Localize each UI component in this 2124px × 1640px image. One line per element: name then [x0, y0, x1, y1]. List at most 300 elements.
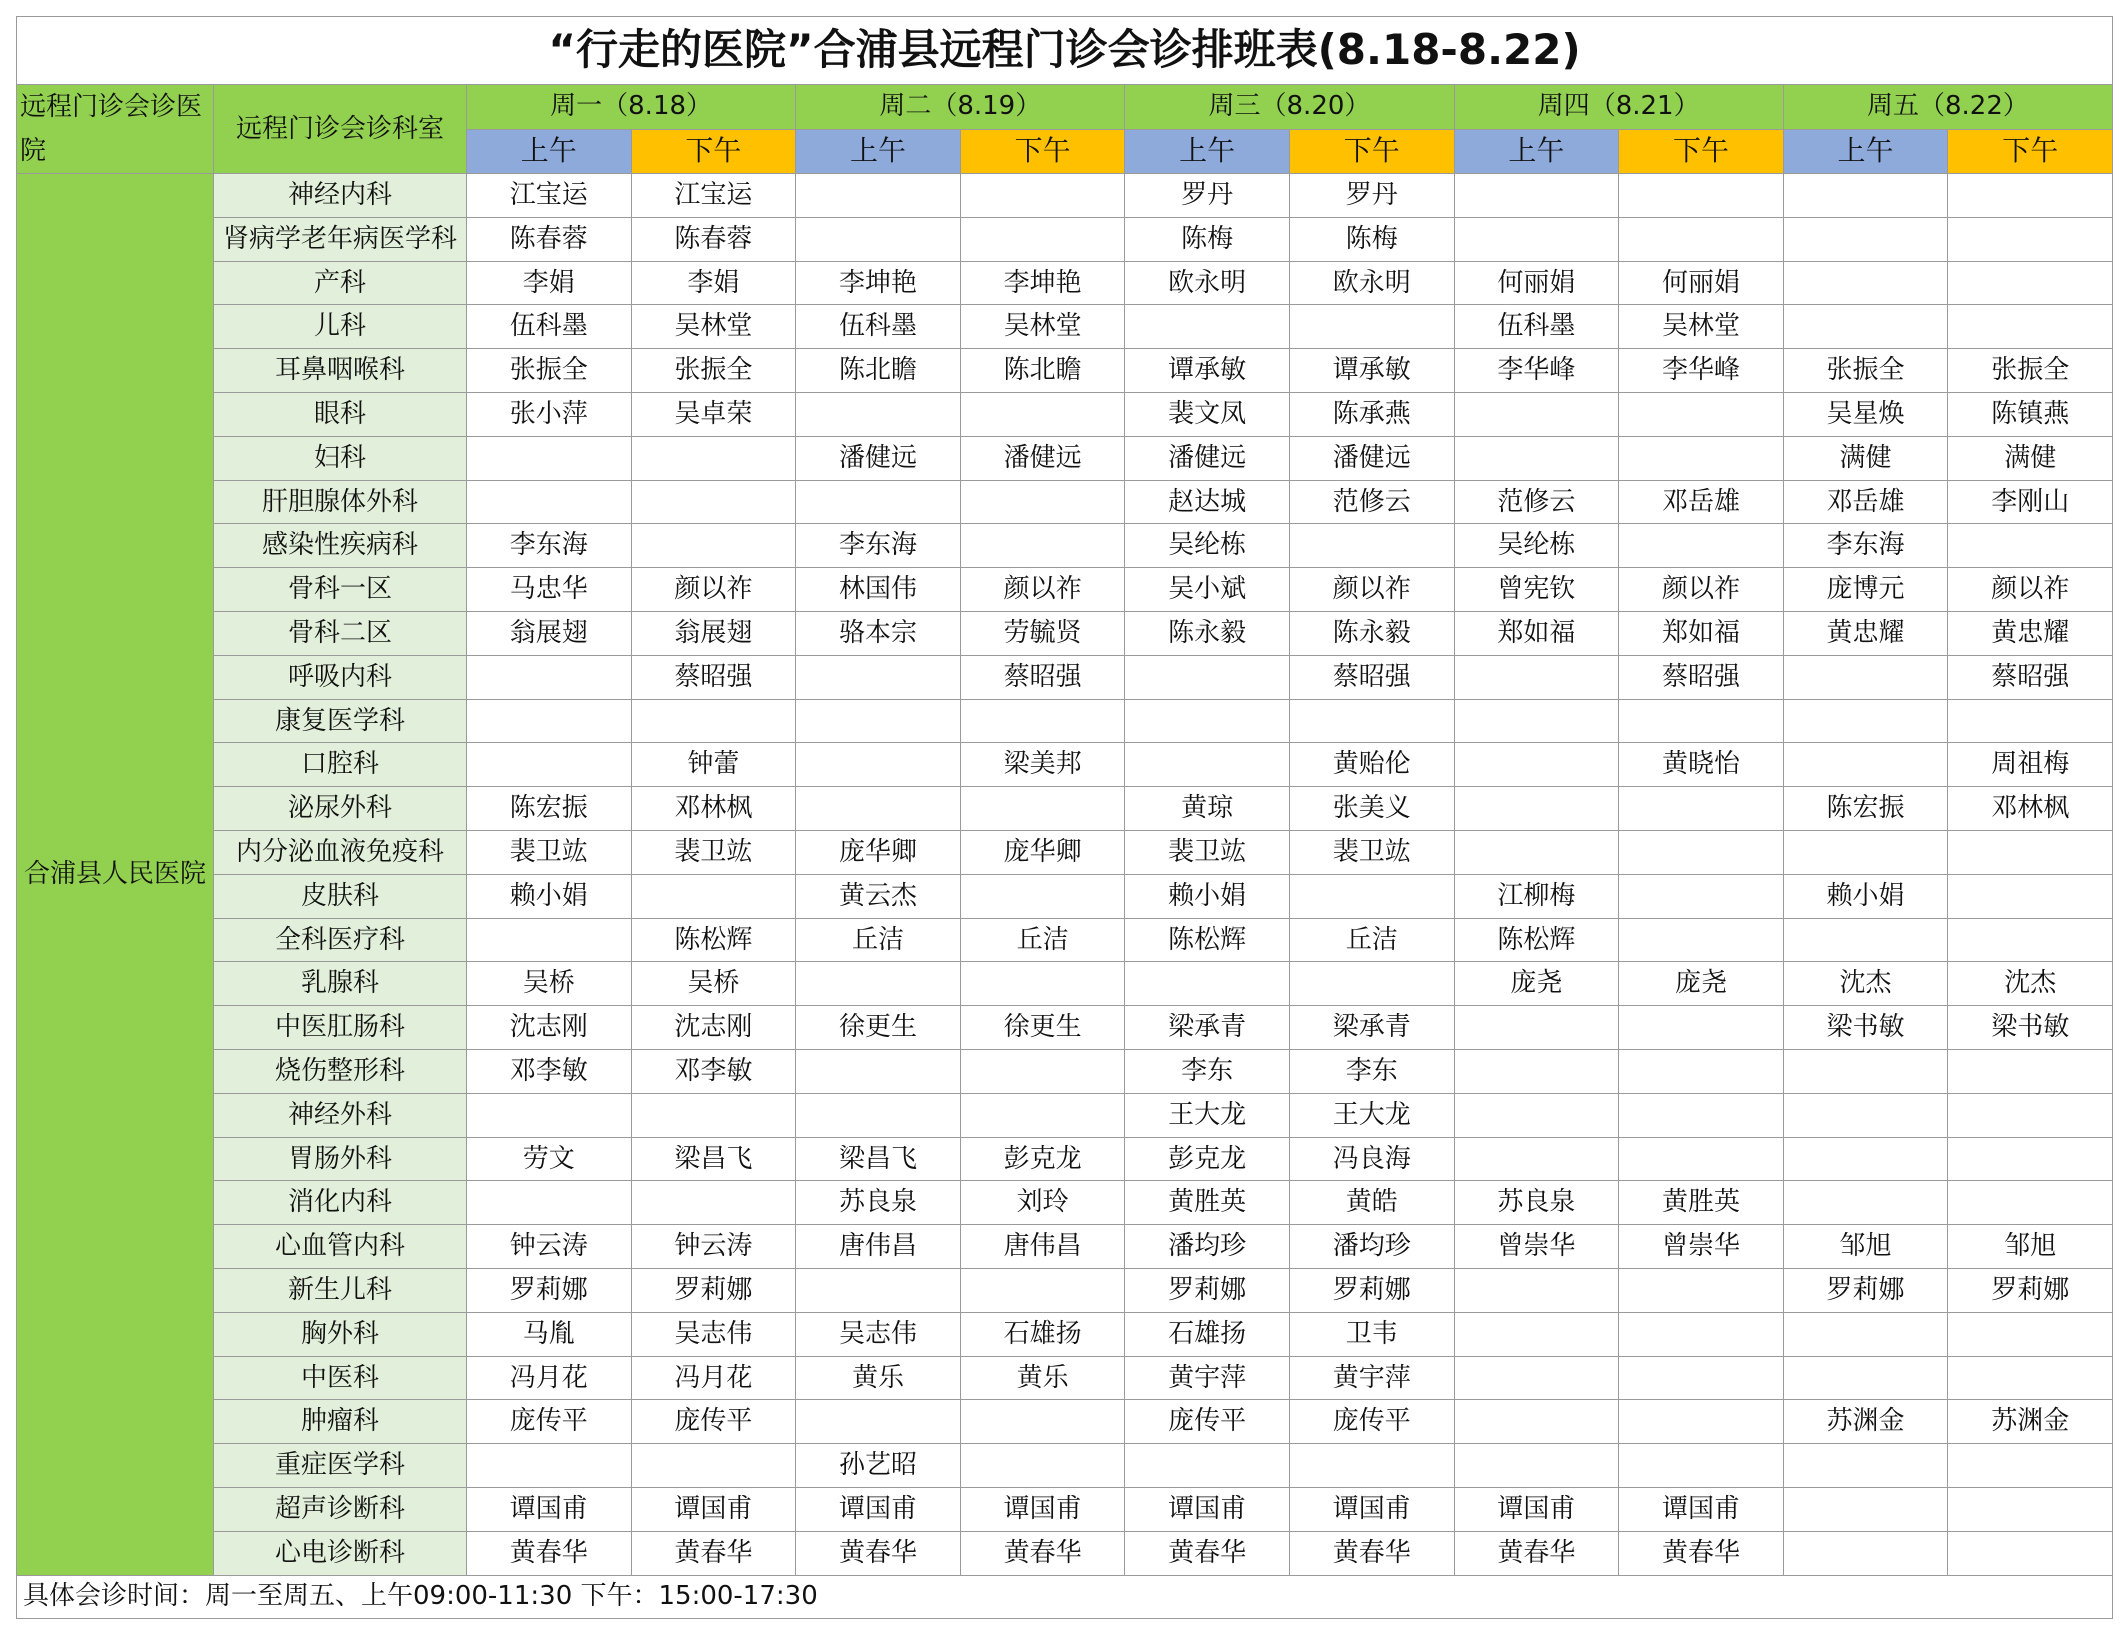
schedule-cell [960, 1444, 1125, 1488]
schedule-cell: 潘健远 [1125, 436, 1290, 480]
schedule-cell [1783, 1487, 1948, 1531]
schedule-cell: 李坤艳 [796, 261, 961, 305]
schedule-cell: 唐伟昌 [960, 1225, 1125, 1269]
schedule-cell [960, 962, 1125, 1006]
day-header-fri: 周五（8.22） [1783, 85, 2112, 130]
schedule-cell: 颜以祚 [1619, 568, 1784, 612]
dept-cell: 感染性疾病科 [214, 524, 467, 568]
schedule-cell: 曾宪钦 [1454, 568, 1619, 612]
schedule-cell [960, 699, 1125, 743]
am-header: 上午 [796, 129, 961, 174]
schedule-cell: 伍科墨 [467, 305, 632, 349]
table-row [17, 480, 2113, 524]
schedule-cell [1454, 174, 1619, 218]
schedule-cell [467, 699, 632, 743]
schedule-cell: 丘洁 [960, 918, 1125, 962]
table-row [17, 261, 2113, 305]
schedule-cell: 孙艺昭 [796, 1444, 961, 1488]
schedule-cell: 苏渊金 [1948, 1400, 2113, 1444]
schedule-cell: 何丽娟 [1454, 261, 1619, 305]
schedule-cell: 黄春华 [960, 1531, 1125, 1575]
schedule-cell: 刘玲 [960, 1181, 1125, 1225]
schedule-cell: 赖小娟 [467, 874, 632, 918]
schedule-cell: 石雄扬 [960, 1312, 1125, 1356]
pm-header: 下午 [1289, 129, 1454, 174]
day-header-tue: 周二（8.19） [796, 85, 1125, 130]
schedule-cell [631, 1181, 796, 1225]
schedule-cell: 蔡昭强 [631, 655, 796, 699]
schedule-cell: 郑如福 [1619, 611, 1784, 655]
schedule-cell [1454, 1093, 1619, 1137]
schedule-cell: 吴小斌 [1125, 568, 1290, 612]
dept-cell: 泌尿外科 [214, 787, 467, 831]
table-row [17, 1356, 2113, 1400]
schedule-cell [1948, 1312, 2113, 1356]
schedule-cell [1454, 699, 1619, 743]
schedule-cell: 裴卫竑 [1289, 830, 1454, 874]
schedule-cell: 陈镇燕 [1948, 392, 2113, 436]
schedule-cell: 黄皓 [1289, 1181, 1454, 1225]
day-header-mon: 周一（8.18） [467, 85, 796, 130]
schedule-cell: 黄春华 [631, 1531, 796, 1575]
schedule-cell: 张小萍 [467, 392, 632, 436]
schedule-cell [796, 1049, 961, 1093]
schedule-cell: 张振全 [1783, 349, 1948, 393]
schedule-cell [1454, 1312, 1619, 1356]
table-row [17, 1225, 2113, 1269]
schedule-cell: 李华峰 [1454, 349, 1619, 393]
schedule-cell [1619, 918, 1784, 962]
schedule-cell: 裴卫竑 [631, 830, 796, 874]
dept-cell: 内分泌血液免疫科 [214, 830, 467, 874]
schedule-cell [1454, 743, 1619, 787]
am-header: 上午 [1454, 129, 1619, 174]
schedule-cell [1125, 1444, 1290, 1488]
table-row [17, 1006, 2113, 1050]
schedule-cell [1289, 699, 1454, 743]
schedule-cell: 李东 [1125, 1049, 1290, 1093]
dept-cell: 心电诊断科 [214, 1531, 467, 1575]
schedule-cell [1454, 1268, 1619, 1312]
schedule-cell [1783, 699, 1948, 743]
schedule-cell [1948, 217, 2113, 261]
schedule-cell: 彭克龙 [1125, 1137, 1290, 1181]
schedule-cell: 谭国甫 [467, 1487, 632, 1531]
schedule-cell: 周祖梅 [1948, 743, 2113, 787]
schedule-cell [467, 918, 632, 962]
schedule-cell [1619, 874, 1784, 918]
schedule-cell: 陈承燕 [1289, 392, 1454, 436]
schedule-cell: 徐更生 [796, 1006, 961, 1050]
dept-cell: 胸外科 [214, 1312, 467, 1356]
schedule-cell: 蔡昭强 [1289, 655, 1454, 699]
schedule-cell [1948, 1531, 2113, 1575]
schedule-cell: 黄春华 [467, 1531, 632, 1575]
schedule-cell: 满健 [1783, 436, 1948, 480]
schedule-cell: 吴志伟 [631, 1312, 796, 1356]
schedule-cell [1454, 1049, 1619, 1093]
schedule-cell [1289, 962, 1454, 1006]
schedule-cell [467, 436, 632, 480]
schedule-cell: 庞传平 [1289, 1400, 1454, 1444]
schedule-cell [1125, 962, 1290, 1006]
schedule-cell: 满健 [1948, 436, 2113, 480]
schedule-cell: 黄贻伦 [1289, 743, 1454, 787]
dept-cell: 肾病学老年病医学科 [214, 217, 467, 261]
table-row [17, 787, 2113, 831]
schedule-cell: 蔡昭强 [1948, 655, 2113, 699]
schedule-cell [1125, 743, 1290, 787]
schedule-cell: 江宝运 [467, 174, 632, 218]
schedule-cell: 何丽娟 [1619, 261, 1784, 305]
schedule-cell: 吴纶栋 [1454, 524, 1619, 568]
schedule-cell: 邹旭 [1783, 1225, 1948, 1269]
schedule-cell [1619, 1444, 1784, 1488]
schedule-cell: 欧永明 [1125, 261, 1290, 305]
dept-cell: 妇科 [214, 436, 467, 480]
dept-cell: 眼科 [214, 392, 467, 436]
consultation-hours-note: 具体会诊时间：周一至周五、上午09:00-11:30 下午：15:00-17:30 [17, 1575, 2113, 1618]
table-row [17, 1400, 2113, 1444]
schedule-cell: 李东海 [467, 524, 632, 568]
schedule-cell: 梁昌飞 [631, 1137, 796, 1181]
schedule-cell: 马忠华 [467, 568, 632, 612]
schedule-cell [1619, 436, 1784, 480]
table-row [17, 1181, 2113, 1225]
schedule-cell: 陈永毅 [1125, 611, 1290, 655]
schedule-cell [1125, 305, 1290, 349]
dept-cell: 中医科 [214, 1356, 467, 1400]
schedule-cell [1783, 1093, 1948, 1137]
schedule-cell [1619, 1137, 1784, 1181]
dept-cell: 口腔科 [214, 743, 467, 787]
schedule-cell: 冯月花 [631, 1356, 796, 1400]
schedule-cell: 邓林枫 [631, 787, 796, 831]
schedule-cell [796, 655, 961, 699]
schedule-cell [1783, 1049, 1948, 1093]
schedule-cell: 唐伟昌 [796, 1225, 961, 1269]
schedule-cell: 罗莉娜 [467, 1268, 632, 1312]
schedule-cell [1783, 1181, 1948, 1225]
schedule-cell [1783, 174, 1948, 218]
schedule-cell: 吴林堂 [1619, 305, 1784, 349]
schedule-cell [631, 874, 796, 918]
schedule-cell: 陈宏振 [467, 787, 632, 831]
schedule-cell [796, 174, 961, 218]
table-row [17, 217, 2113, 261]
hospital-name-cell: 合浦县人民医院 [17, 174, 214, 1576]
schedule-cell [1948, 1137, 2113, 1181]
schedule-cell: 谭国甫 [1289, 1487, 1454, 1531]
schedule-cell: 钟云涛 [631, 1225, 796, 1269]
schedule-cell: 彭克龙 [960, 1137, 1125, 1181]
schedule-cell: 梁书敏 [1948, 1006, 2113, 1050]
schedule-cell: 黄云杰 [796, 874, 961, 918]
schedule-cell: 李东海 [1783, 524, 1948, 568]
schedule-cell [1948, 918, 2113, 962]
schedule-cell: 李东海 [796, 524, 961, 568]
table-row [17, 1268, 2113, 1312]
schedule-cell: 李华峰 [1619, 349, 1784, 393]
schedule-cell [960, 1400, 1125, 1444]
schedule-cell [467, 743, 632, 787]
schedule-cell: 张振全 [1948, 349, 2113, 393]
schedule-cell [1454, 787, 1619, 831]
schedule-cell: 李东 [1289, 1049, 1454, 1093]
schedule-cell [467, 1181, 632, 1225]
schedule-cell [1454, 655, 1619, 699]
schedule-cell: 黄乐 [960, 1356, 1125, 1400]
schedule-cell [1125, 699, 1290, 743]
table-row [17, 305, 2113, 349]
schedule-cell: 陈宏振 [1783, 787, 1948, 831]
schedule-cell: 沈志刚 [467, 1006, 632, 1050]
schedule-cell [1289, 524, 1454, 568]
schedule-cell: 罗莉娜 [1289, 1268, 1454, 1312]
schedule-cell: 张振全 [631, 349, 796, 393]
schedule-cell: 李刚山 [1948, 480, 2113, 524]
schedule-cell: 庞华卿 [796, 830, 961, 874]
schedule-cell: 邓岳雄 [1619, 480, 1784, 524]
schedule-cell: 马胤 [467, 1312, 632, 1356]
schedule-cell: 陈北瞻 [796, 349, 961, 393]
schedule-cell: 颜以祚 [1948, 568, 2113, 612]
schedule-cell: 劳文 [467, 1137, 632, 1181]
dept-cell: 儿科 [214, 305, 467, 349]
schedule-cell [796, 217, 961, 261]
schedule-cell: 庞传平 [467, 1400, 632, 1444]
schedule-cell: 吴星焕 [1783, 392, 1948, 436]
schedule-cell: 陈永毅 [1289, 611, 1454, 655]
schedule-cell [1619, 174, 1784, 218]
table-row [17, 436, 2113, 480]
schedule-cell [1454, 436, 1619, 480]
schedule-cell: 赖小娟 [1125, 874, 1290, 918]
table-row [17, 568, 2113, 612]
schedule-cell [1619, 217, 1784, 261]
schedule-cell: 冯月花 [467, 1356, 632, 1400]
schedule-cell: 张振全 [467, 349, 632, 393]
schedule-cell [631, 1444, 796, 1488]
dept-cell: 肝胆腺体外科 [214, 480, 467, 524]
schedule-cell: 邹旭 [1948, 1225, 2113, 1269]
table-row [17, 1049, 2113, 1093]
schedule-cell: 邓林枫 [1948, 787, 2113, 831]
schedule-cell: 伍科墨 [796, 305, 961, 349]
schedule-cell [1454, 1400, 1619, 1444]
schedule-cell [1783, 1356, 1948, 1400]
schedule-cell: 裴文凤 [1125, 392, 1290, 436]
schedule-cell [1783, 743, 1948, 787]
schedule-cell: 潘健远 [796, 436, 961, 480]
schedule-cell [1948, 830, 2113, 874]
schedule-cell: 罗莉娜 [1125, 1268, 1290, 1312]
schedule-cell [1948, 261, 2113, 305]
schedule-cell [1948, 1093, 2113, 1137]
schedule-cell: 邓李敏 [467, 1049, 632, 1093]
schedule-cell: 邓李敏 [631, 1049, 796, 1093]
schedule-cell: 李坤艳 [960, 261, 1125, 305]
schedule-cell: 黄乐 [796, 1356, 961, 1400]
schedule-cell [796, 392, 961, 436]
schedule-cell: 陈松辉 [1125, 918, 1290, 962]
schedule-cell: 丘洁 [796, 918, 961, 962]
schedule-cell [1619, 1400, 1784, 1444]
schedule-cell: 梁昌飞 [796, 1137, 961, 1181]
schedule-cell: 沈志刚 [631, 1006, 796, 1050]
schedule-cell [1783, 261, 1948, 305]
schedule-cell: 陈北瞻 [960, 349, 1125, 393]
schedule-cell [1619, 1093, 1784, 1137]
schedule-cell [1948, 1181, 2113, 1225]
schedule-cell: 梁承青 [1289, 1006, 1454, 1050]
schedule-table [16, 16, 2113, 1619]
schedule-cell: 潘健远 [960, 436, 1125, 480]
schedule-cell: 谭国甫 [1125, 1487, 1290, 1531]
schedule-cell [467, 1093, 632, 1137]
schedule-cell [796, 787, 961, 831]
schedule-cell [1619, 1049, 1784, 1093]
dept-cell: 骨科二区 [214, 611, 467, 655]
schedule-cell [1783, 830, 1948, 874]
am-header: 上午 [1125, 129, 1290, 174]
schedule-cell: 黄胜英 [1125, 1181, 1290, 1225]
schedule-cell [1289, 1444, 1454, 1488]
schedule-cell: 罗莉娜 [631, 1268, 796, 1312]
department-column-header: 远程门诊会诊科室 [214, 85, 467, 174]
schedule-cell: 丘洁 [1289, 918, 1454, 962]
schedule-cell: 欧永明 [1289, 261, 1454, 305]
page-title: “行走的医院”合浦县远程门诊会诊排班表(8.18-8.22) [17, 17, 2113, 85]
schedule-cell: 范修云 [1454, 480, 1619, 524]
schedule-cell [1289, 305, 1454, 349]
schedule-cell: 翁展翅 [631, 611, 796, 655]
schedule-cell: 王大龙 [1289, 1093, 1454, 1137]
schedule-cell: 陈春蓉 [467, 217, 632, 261]
schedule-cell: 庞华卿 [960, 830, 1125, 874]
schedule-cell: 冯良海 [1289, 1137, 1454, 1181]
schedule-cell [960, 174, 1125, 218]
schedule-cell: 颜以祚 [631, 568, 796, 612]
pm-header: 下午 [1948, 129, 2113, 174]
dept-cell: 皮肤科 [214, 874, 467, 918]
schedule-cell [1948, 1444, 2113, 1488]
dept-cell: 胃肠外科 [214, 1137, 467, 1181]
table-row [17, 1312, 2113, 1356]
schedule-cell [1783, 1444, 1948, 1488]
dept-cell: 烧伤整形科 [214, 1049, 467, 1093]
schedule-cell: 陈梅 [1289, 217, 1454, 261]
schedule-cell: 蔡昭强 [960, 655, 1125, 699]
schedule-cell [1619, 699, 1784, 743]
schedule-cell [1454, 1444, 1619, 1488]
schedule-cell [960, 1049, 1125, 1093]
dept-cell: 心血管内科 [214, 1225, 467, 1269]
am-header: 上午 [1783, 129, 1948, 174]
dept-cell: 重症医学科 [214, 1444, 467, 1488]
schedule-cell [1619, 392, 1784, 436]
schedule-cell: 黄忠耀 [1783, 611, 1948, 655]
schedule-cell: 黄琼 [1125, 787, 1290, 831]
pm-header: 下午 [631, 129, 796, 174]
schedule-cell [1948, 699, 2113, 743]
schedule-cell: 曾崇华 [1454, 1225, 1619, 1269]
schedule-cell [1783, 1312, 1948, 1356]
schedule-cell: 罗丹 [1289, 174, 1454, 218]
table-row [17, 611, 2113, 655]
schedule-cell: 赵达城 [1125, 480, 1290, 524]
schedule-cell [467, 655, 632, 699]
schedule-cell: 邓岳雄 [1783, 480, 1948, 524]
schedule-cell: 苏良泉 [796, 1181, 961, 1225]
table-row [17, 874, 2113, 918]
schedule-cell: 陈春蓉 [631, 217, 796, 261]
schedule-cell [1619, 830, 1784, 874]
dept-cell: 超声诊断科 [214, 1487, 467, 1531]
table-row [17, 830, 2113, 874]
schedule-cell [1783, 1531, 1948, 1575]
table-row [17, 524, 2113, 568]
schedule-cell: 卫韦 [1289, 1312, 1454, 1356]
schedule-cell [960, 524, 1125, 568]
schedule-cell: 黄春华 [1289, 1531, 1454, 1575]
schedule-cell: 王大龙 [1125, 1093, 1290, 1137]
schedule-cell: 潘均珍 [1125, 1225, 1290, 1269]
schedule-cell [1948, 174, 2113, 218]
schedule-cell: 黄宇萍 [1125, 1356, 1290, 1400]
table-row [17, 1531, 2113, 1575]
pm-header: 下午 [960, 129, 1125, 174]
schedule-cell: 范修云 [1289, 480, 1454, 524]
schedule-cell [1125, 655, 1290, 699]
schedule-cell: 梁书敏 [1783, 1006, 1948, 1050]
schedule-cell: 江宝运 [631, 174, 796, 218]
schedule-cell: 谭承敏 [1125, 349, 1290, 393]
schedule-cell: 吴林堂 [631, 305, 796, 349]
schedule-cell: 曾崇华 [1619, 1225, 1784, 1269]
schedule-cell: 潘均珍 [1289, 1225, 1454, 1269]
schedule-cell: 庞博元 [1783, 568, 1948, 612]
schedule-cell: 李娟 [631, 261, 796, 305]
schedule-cell [1783, 655, 1948, 699]
table-row [17, 699, 2113, 743]
schedule-cell: 陈松辉 [1454, 918, 1619, 962]
schedule-cell: 谭国甫 [1454, 1487, 1619, 1531]
table-row [17, 962, 2113, 1006]
schedule-cell [1454, 1137, 1619, 1181]
table-row [17, 655, 2113, 699]
schedule-cell [1454, 830, 1619, 874]
schedule-cell: 骆本宗 [796, 611, 961, 655]
schedule-cell: 翁展翅 [467, 611, 632, 655]
schedule-cell [1783, 1137, 1948, 1181]
schedule-cell [796, 962, 961, 1006]
table-row [17, 1093, 2113, 1137]
hospital-column-header: 远程门诊会诊医院 [17, 85, 214, 174]
schedule-cell: 吴林堂 [960, 305, 1125, 349]
table-row [17, 743, 2113, 787]
schedule-cell: 潘健远 [1289, 436, 1454, 480]
schedule-cell [1948, 524, 2113, 568]
schedule-cell: 黄忠耀 [1948, 611, 2113, 655]
schedule-cell: 梁承青 [1125, 1006, 1290, 1050]
schedule-cell [796, 1268, 961, 1312]
schedule-cell [796, 480, 961, 524]
table-row [17, 918, 2113, 962]
schedule-cell: 庞尧 [1619, 962, 1784, 1006]
schedule-cell [1948, 1356, 2113, 1400]
schedule-cell [960, 1093, 1125, 1137]
